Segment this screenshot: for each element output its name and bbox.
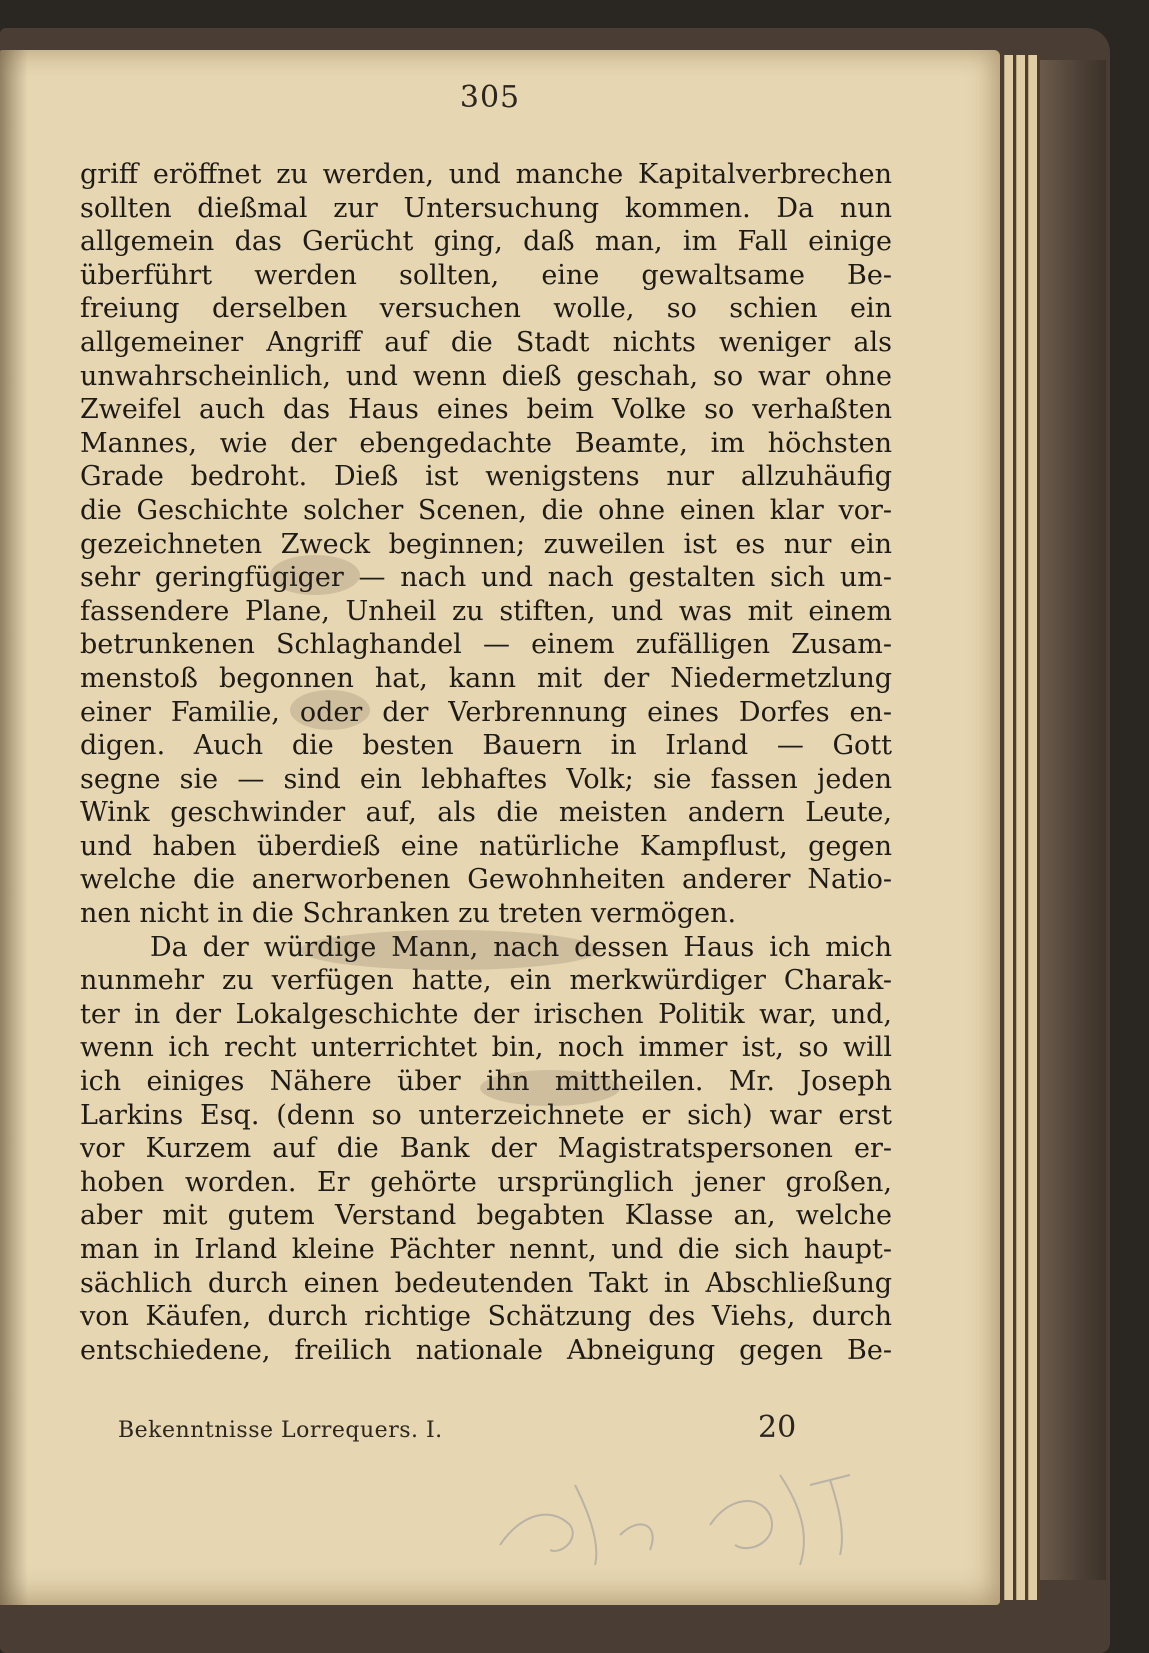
page-gutter-shadow <box>0 50 28 1605</box>
text-line: freiung derselben versuchen wolle, so schien ein <box>80 293 892 325</box>
text-line: allgemein das Gerücht ging, daß man, im Fall einige <box>80 226 892 258</box>
text-line: sächlich durch einen bedeutenden Takt in Abschließung <box>80 1267 892 1299</box>
text-line: nen nicht in die Schranken zu treten vermögen. <box>80 898 737 930</box>
text-line: ter in der Lokalgeschichte der irischen Politik war, und, <box>80 998 892 1030</box>
text-line: fassendere Plane, Unheil zu stiften, und was mit einem <box>80 595 892 627</box>
text-line: aber mit gutem Verstand begabten Klasse an, welche <box>80 1200 892 1232</box>
text-line: Wink geschwinder auf, als die meisten andern Leute, <box>80 797 892 829</box>
page-edge <box>1004 55 1013 1600</box>
text-line: nunmehr zu verfügen hatte, ein merkwürdiger Charak- <box>80 965 892 997</box>
text-line: man in Irland kleine Pächter nennt, und die sich haupt- <box>80 1234 892 1265</box>
text-line: ich einiges Nähere über ihn mittheilen. Mr. Joseph <box>80 1066 892 1098</box>
text-line: betrunkenen Schlaghandel — einem zufälligen Zusam- <box>80 629 892 661</box>
text-line: gezeichneten Zweck beginnen; zuweilen ist es nur ein <box>80 528 892 560</box>
text-line: entschiedene, freilich nationale Abneigung gegen Be- <box>80 1334 892 1366</box>
page-footer <box>118 1410 898 1450</box>
text-line: wenn ich recht unterrichtet bin, noch immer ist, so will <box>80 1032 892 1064</box>
signature-line: Bekenntnisse Lorrequers. I. <box>118 1418 443 1443</box>
text-line: griff eröffnet zu werden, und manche Kapitalverbrechen <box>80 159 892 190</box>
text-line: Grade bedroht. Dieß ist wenigstens nur allzuhäufig <box>80 461 892 493</box>
text-line: von Käufen, durch richtige Schätzung des Viehs, durch <box>80 1301 892 1333</box>
text-line: unwahrscheinlich, und wenn dieß geschah, so war ohne <box>80 360 892 392</box>
page-edge <box>1028 55 1037 1600</box>
text-line: vor Kurzem auf die Bank der Magistratspersonen er- <box>80 1133 892 1165</box>
text-line: hoben worden. Er gehörte ursprünglich jener großen, <box>80 1166 892 1198</box>
text-line: menstoß begonnen hat, kann mit der Niedermetzlung <box>80 662 892 694</box>
text-line: Da der würdige Mann, nach dessen Haus ich mich <box>150 931 892 963</box>
text-line: überführt werden sollten, eine gewaltsame Be- <box>80 259 892 291</box>
text-line: und haben überdieß eine natürliche Kampflust, gegen <box>80 830 892 862</box>
text-line: digen. Auch die besten Bauern in Irland — Gott <box>80 730 892 762</box>
book-cover-edge <box>1040 60 1106 1580</box>
text-line: sollten dießmal zur Untersuchung kommen. Da nun <box>80 192 892 224</box>
text-line: allgemeiner Angriff auf die Stadt nichts weniger als <box>80 326 892 358</box>
pencil-scribble <box>480 1455 900 1575</box>
text-line: Zweifel auch das Haus eines beim Volke so verhaßten <box>80 394 892 426</box>
text-line: einer Familie, oder der Verbrennung eines Dorfes en- <box>80 696 892 728</box>
page-number: 305 <box>459 80 521 115</box>
page-edge <box>1016 55 1025 1600</box>
sheet-mark: 20 <box>758 1410 797 1445</box>
text-line: Mannes, wie der ebengedachte Beamte, im höchsten <box>80 427 892 459</box>
text-line: sehr geringfügiger — nach und nach gestalten sich um- <box>80 562 892 594</box>
text-line: welche die anerworbenen Gewohnheiten anderer Natio- <box>80 864 892 896</box>
text-line: segne sie — sind ein lebhaftes Volk; sie fassen jeden <box>80 763 892 795</box>
text-line: Larkins Esq. (denn so unterzeichnete er sich) war erst <box>80 1099 892 1131</box>
page-body-text <box>80 158 892 1367</box>
text-line: die Geschichte solcher Scenen, die ohne einen klar vor- <box>80 494 892 526</box>
